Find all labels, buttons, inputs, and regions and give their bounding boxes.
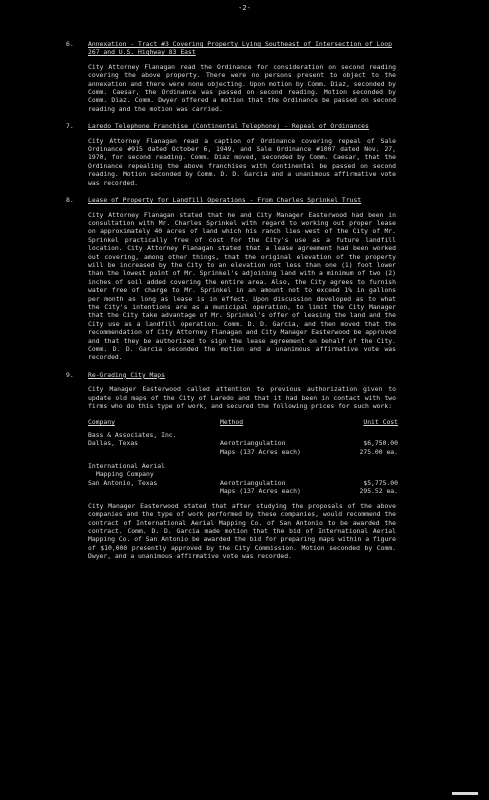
company-cell: International Aerial (88, 462, 165, 471)
scan-mark (452, 792, 478, 795)
cost-cell: 295.52 ea. (359, 487, 398, 496)
item-title: Annexation - Tract #3 Covering Property Lying Southeast of Intersection of Loop 267 and U.S. Highway 83 East (88, 40, 392, 57)
table-row (88, 487, 398, 495)
table-row (88, 479, 398, 487)
item-number: 9. (66, 370, 74, 379)
table-row (88, 470, 398, 478)
item-title: Laredo Telephone Franchise (Continental Telephone) - Repeal of Ordinances (88, 122, 369, 131)
item-number: 7. (66, 122, 74, 131)
cost-cell: $6,750.00 (363, 439, 398, 448)
minutes-body (66, 40, 396, 570)
agenda-item-7 (66, 122, 396, 187)
cost-cell: 275.00 ea. (359, 447, 398, 456)
column-header-company: Company (88, 418, 115, 427)
item-title: Lease of Property for Landfill Operations - From Charles Sprinkel Trust (88, 196, 362, 205)
cost-cell (341, 462, 398, 470)
company-cell: Bass & Associates, Inc. (88, 430, 177, 439)
method-cell: Maps (137 Acres each) (220, 447, 301, 456)
agenda-item-6 (66, 40, 396, 113)
item-paragraph: City Attorney Flanagan stated that he and City Manager Easterwood had been in consultation with Mr. Charles Sprinkel with regard to working out proper lease on approximately 40 acres of land which his ranch lies west of the City of Mr. Sprinkel practically free of cost for the City's use as a future landfill location. City Attorney Flanagan stated that a lease agreement had been worked out covering, among other things, that the original elevation of the property will be increased by the City to an elevation not less than one (1) foot lower than the lowest point of Mr. Sprinkel's adjoining land with a minimum of two (2) inches of soil added covering the entire area. Also, the City agrees to furnish water free of charge to Mr. Sprinkel in an amount not to exceed 1% in gallons per month as long as lease is in effect. Upon discussion developed as to what the City's intentions are as a municipal operation, to limit the City Manager that the City take advantage of Mr. Sprinkel's offer of leasing the land and the City use as a landfill operation. Comm. D. D. Garcia, and then moved that the recommendation of City Attorney Flanagan and City Manager Easterwood be approved and that they be authorized to sign the lease agreement on behalf of the City. Comm. D. D. Garcia seconded the motion and a unanimous affirmative vote was recorded. (88, 210, 396, 362)
column-header-method: Method (220, 418, 244, 427)
company-cell: San Antonio, Texas (88, 478, 158, 487)
method-cell: Aerotriangulation (220, 478, 286, 487)
column-header-unit-cost: Unit Cost (363, 418, 398, 427)
method-cell (220, 462, 341, 470)
page-number: -2- (238, 4, 251, 12)
item-closing-paragraph: City Manager Easterwood stated that after studying the proposals of the above companies and the type of work performed by these companies, would recommend the contract of International Aerial Mapping Co. of San Antonio to be awarded the contract. Comm. D. D. Garcia made motion that the bid of International Aerial Mapping Co. of San Antonio be awarded the bid for preparing maps within a figure of $10,000 presently approved by the City Commission. Motion seconded by Comm. Dwyer, and a unanimous affirmative vote was recorded. (88, 501, 396, 561)
cost-cell (341, 431, 398, 439)
company-cell: Mapping Company (96, 470, 154, 479)
item-paragraph: City Attorney Flanagan read the Ordinance for consideration on second reading covering the above property. There were no persons present to object to the annexation and there were none objecting. Upon motion by Comm. Diaz, seconded by Comm. Caesar, the Ordinance was passed on second reading. Motion seconded by Comm. Diaz. Comm. Dwyer offered a motion that the Ordinance be passed on second reading and the motion was carried. (88, 62, 396, 113)
item-number: 6. (66, 40, 74, 48)
company-cell (88, 487, 220, 495)
agenda-item-8 (66, 196, 396, 362)
agenda-item-9 (66, 371, 396, 561)
bid-table (88, 416, 398, 495)
company-cell (88, 448, 220, 456)
table-row (88, 462, 398, 470)
bid-table-header (88, 416, 398, 430)
item-number: 8. (66, 196, 74, 205)
table-row (88, 431, 398, 439)
cost-cell (341, 470, 398, 478)
cost-cell: $5,775.00 (363, 478, 398, 487)
method-cell: Aerotriangulation (220, 439, 286, 448)
item-title: Re-Grading City Maps (88, 370, 165, 379)
item-paragraph: City Attorney Flanagan read a caption of Ordinance covering repeal of Sale Ordinance #915 dated October 6, 1949, and Sale Ordinance #1007 dated Nov. 27, 1970, for second reading. Comm. Diaz moved, seconded by Comm. Caesar, that the Ordinance repealing the above franchises with Continental be passed on second reading. Motion seconded by Comm. D. D. Garcia and a unanimous affirmative vote was recorded. (88, 136, 396, 187)
item-paragraph: City Manager Easterwood called attention to previous authorization given to update old maps of the City of Laredo and that it had been in contact with two firms who do this type of work, and secured the following prices for such work: (88, 385, 396, 411)
table-row (88, 439, 398, 447)
method-cell (220, 470, 341, 478)
method-cell (220, 431, 341, 439)
table-row (88, 448, 398, 456)
method-cell: Maps (137 Acres each) (220, 487, 301, 496)
company-cell: Dallas, Texas (88, 439, 139, 448)
